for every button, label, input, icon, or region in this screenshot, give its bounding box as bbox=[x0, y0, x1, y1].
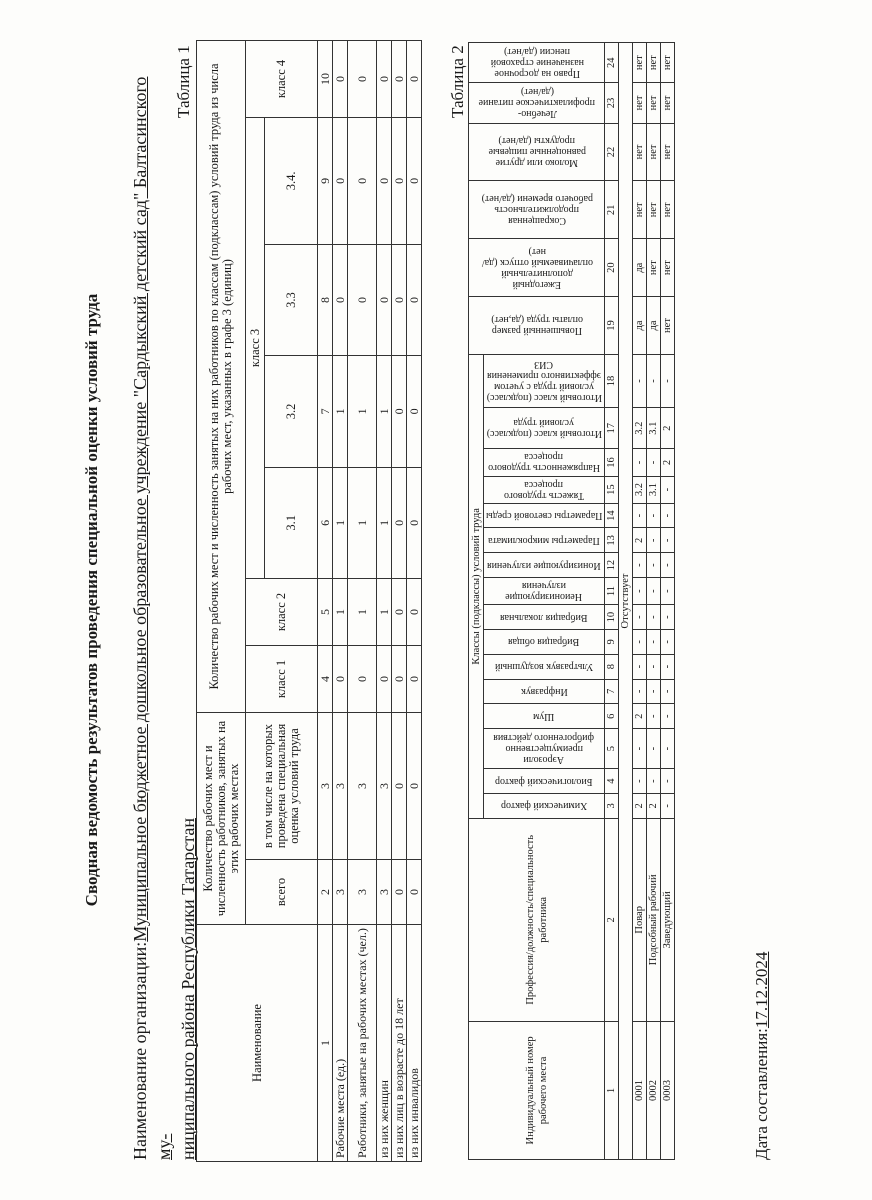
t2-header-factor-13: Параметры микроклимата bbox=[484, 528, 605, 553]
t1-cell: 0 bbox=[392, 467, 407, 578]
t1-colnum: 1 bbox=[318, 925, 333, 1162]
t2-prof: Подсобный рабочий bbox=[647, 818, 661, 1021]
t2-cell: 2 bbox=[661, 449, 675, 476]
t2-cell: нет bbox=[661, 123, 675, 181]
t2-cell: - bbox=[661, 729, 675, 769]
table-row bbox=[333, 41, 348, 1162]
t2-cell: - bbox=[647, 503, 661, 528]
t2-cell: - bbox=[633, 354, 647, 407]
t2-cell: да bbox=[633, 297, 647, 355]
t2-header-factor-5: Аэрозоли преимущественно фиброгенного действия bbox=[484, 729, 605, 769]
t2-colnum: 5 bbox=[605, 729, 619, 769]
t1-cell: 0 bbox=[333, 244, 348, 355]
t2-cell: да bbox=[647, 297, 661, 355]
t2-colnum: 13 bbox=[605, 528, 619, 553]
t2-header-factor-7: Инфразвук bbox=[484, 679, 605, 704]
t2-cell: - bbox=[661, 679, 675, 704]
t2-colnum: 12 bbox=[605, 553, 619, 578]
t2-colnum: 15 bbox=[605, 476, 619, 503]
t2-colnum: 20 bbox=[605, 239, 619, 297]
t2-cell: - bbox=[661, 654, 675, 679]
t2-cell: 2 bbox=[661, 408, 675, 449]
table-row bbox=[392, 41, 407, 1162]
t2-cell: - bbox=[647, 704, 661, 729]
date-label: Дата составления: bbox=[752, 1028, 771, 1160]
table-row bbox=[633, 43, 647, 1160]
t2-cell: - bbox=[647, 605, 661, 630]
t2-cell: 2 bbox=[647, 794, 661, 819]
t1-cell: 0 bbox=[407, 579, 422, 646]
t1-cell: 0 bbox=[407, 467, 422, 578]
t1-row-label: Рабочие места (ед.) bbox=[333, 925, 348, 1162]
t2-id: 0002 bbox=[647, 1021, 661, 1159]
table2-workplaces bbox=[468, 42, 675, 1160]
t2-cell: нет bbox=[633, 181, 647, 239]
t2-absent-label: Отсутствует bbox=[619, 43, 633, 1160]
t2-header-factor-17: Итоговый класс (подкласс) условий труда bbox=[484, 408, 605, 449]
t2-colnum: 7 bbox=[605, 679, 619, 704]
t2-cell: 3.2 bbox=[633, 476, 647, 503]
t2-header-id: Индивидуальный номер рабочего места bbox=[469, 1021, 605, 1159]
t1-cell: 1 bbox=[348, 579, 377, 646]
t1-cell: 0 bbox=[392, 41, 407, 118]
t2-cell: нет bbox=[661, 239, 675, 297]
t2-cell: нет bbox=[647, 239, 661, 297]
t1-cell: 0 bbox=[392, 579, 407, 646]
t1-cell: 1 bbox=[348, 467, 377, 578]
t2-header-factor-4: Биологический фактор bbox=[484, 769, 605, 794]
t1-cell: 0 bbox=[392, 356, 407, 467]
t2-cell: нет bbox=[661, 297, 675, 355]
t1-header-class3: класс 3 bbox=[246, 118, 265, 579]
t1-colnum: 9 bbox=[318, 118, 333, 245]
t2-header-factor-16: Напряженность трудового процесса bbox=[484, 449, 605, 476]
t2-cell: - bbox=[661, 605, 675, 630]
table2-caption: Таблица 2 bbox=[448, 45, 467, 118]
t2-cell: - bbox=[647, 553, 661, 578]
t2-header-factor-12: Ионизирующие излучения bbox=[484, 553, 605, 578]
t2-cell: - bbox=[661, 553, 675, 578]
t1-cell: 0 bbox=[392, 646, 407, 713]
t2-cell: да bbox=[633, 239, 647, 297]
t1-cell: 1 bbox=[333, 356, 348, 467]
t1-cell: 0 bbox=[407, 356, 422, 467]
t1-column-numbers bbox=[318, 41, 333, 1162]
t1-colnum: 7 bbox=[318, 356, 333, 467]
t2-cell: 2 bbox=[633, 704, 647, 729]
t2-cell: - bbox=[647, 449, 661, 476]
t1-cell: 0 bbox=[377, 41, 392, 118]
compilation-date bbox=[752, 952, 772, 1160]
t1-colnum: 2 bbox=[318, 860, 333, 925]
t1-cell: 0 bbox=[392, 713, 407, 860]
t2-cell: нет bbox=[633, 123, 647, 181]
t2-colnum: 10 bbox=[605, 605, 619, 630]
t2-cell: - bbox=[661, 528, 675, 553]
t2-cell: - bbox=[633, 654, 647, 679]
t2-colnum: 4 bbox=[605, 769, 619, 794]
org-name-line1: Муниципальное бюджетное дошкольное образовательное учреждение "Сардыкский детский сад" Балтасинского му- bbox=[130, 76, 174, 1160]
org-label: Наименование организации: bbox=[130, 941, 150, 1160]
t2-colnum: 18 bbox=[605, 354, 619, 407]
t1-cell: 0 bbox=[407, 41, 422, 118]
t2-cell: - bbox=[661, 704, 675, 729]
t2-cell: - bbox=[647, 354, 661, 407]
t2-cell: - bbox=[633, 769, 647, 794]
t2-header-classes: Классы (подклассы) условий труда bbox=[469, 354, 484, 818]
t1-cell: 1 bbox=[333, 579, 348, 646]
t2-cell: 3.1 bbox=[647, 476, 661, 503]
t2-header-factor-9: Вибрация общая bbox=[484, 629, 605, 654]
t2-cell: - bbox=[633, 629, 647, 654]
t2-cell: - bbox=[661, 794, 675, 819]
t1-row-label: из них женщин bbox=[377, 925, 392, 1162]
t2-colnum: 21 bbox=[605, 181, 619, 239]
t1-header-assessed: в том числе на которых проведена специальная оценка условий труда bbox=[246, 713, 318, 860]
t1-colnum: 3 bbox=[318, 713, 333, 860]
t2-cell: - bbox=[647, 729, 661, 769]
t2-cell: - bbox=[661, 629, 675, 654]
t1-cell: 0 bbox=[407, 118, 422, 245]
t1-cell: 1 bbox=[377, 579, 392, 646]
t2-header-factor-6: Шум bbox=[484, 704, 605, 729]
t2-colnum: 11 bbox=[605, 578, 619, 605]
t1-cell: 0 bbox=[333, 118, 348, 245]
t1-cell: 0 bbox=[392, 118, 407, 245]
table-row bbox=[661, 43, 675, 1160]
t2-cell: - bbox=[661, 476, 675, 503]
document-title: Сводная ведомость результатов проведения специальной оценки условий труда bbox=[82, 293, 101, 907]
t1-colnum: 4 bbox=[318, 646, 333, 713]
t2-cell: нет bbox=[633, 83, 647, 123]
t2-cell: 3.2 bbox=[633, 408, 647, 449]
table-row bbox=[647, 43, 661, 1160]
t2-header-prof: Профессия/должность/специальность работника bbox=[469, 818, 605, 1021]
t2-cell: - bbox=[633, 605, 647, 630]
t1-cell: 0 bbox=[407, 860, 422, 925]
t2-id: 0001 bbox=[633, 1021, 647, 1159]
t2-colnum: 6 bbox=[605, 704, 619, 729]
t2-header-factor-23: Лечебно-профилактическое питание (да/нет) bbox=[469, 83, 605, 123]
t1-cell: 0 bbox=[377, 118, 392, 245]
t2-header-factor-19: Повышенный размер оплаты труда (да,нет) bbox=[469, 297, 605, 355]
t2-cell: нет bbox=[647, 43, 661, 83]
t2-colnum: 19 bbox=[605, 297, 619, 355]
t2-colnum: 1 bbox=[605, 1021, 619, 1159]
t1-cell: 0 bbox=[348, 244, 377, 355]
t2-header-factor-18: Итоговый класс (подкласс) условий труда с учетом эффективного применения СИЗ bbox=[484, 354, 605, 407]
table-row bbox=[348, 41, 377, 1162]
t1-cell: 0 bbox=[348, 118, 377, 245]
t2-id: 0003 bbox=[661, 1021, 675, 1159]
t2-cell: - bbox=[647, 629, 661, 654]
t1-header-total: всего bbox=[246, 860, 318, 925]
t1-header-workplaces: Количество рабочих мест и численность работников, занятых на этих рабочих местах bbox=[197, 713, 246, 925]
t1-cell: 0 bbox=[348, 41, 377, 118]
t2-cell: нет bbox=[661, 43, 675, 83]
t2-header-factor-20: Ежегодный дополнительный оплачиваемый отпуск (да/нет) bbox=[469, 239, 605, 297]
t1-cell: 1 bbox=[377, 356, 392, 467]
t2-cell: нет bbox=[661, 83, 675, 123]
t1-header-classes: Количество рабочих мест и численность занятых на них работников по классам (подклассам) условий труда из числа рабочих мест, указанных в графе 3 (единиц) bbox=[197, 41, 246, 713]
table-row bbox=[407, 41, 422, 1162]
t2-cell: - bbox=[647, 578, 661, 605]
t1-row-label: из них инвалидов bbox=[407, 925, 422, 1162]
t1-row-label: из них лиц в возрасте до 18 лет bbox=[392, 925, 407, 1162]
t2-header-factor-11: Неионизирующие излучения bbox=[484, 578, 605, 605]
t2-absent-row bbox=[619, 43, 633, 1160]
t2-header-factor-8: Ультразвук воздушный bbox=[484, 654, 605, 679]
t2-cell: - bbox=[647, 654, 661, 679]
t1-header-name: Наименование bbox=[197, 925, 318, 1162]
t2-header-factor-21: Сокращенная продолжительность рабочего времени (да/нет) bbox=[469, 181, 605, 239]
t1-header-class1: класс 1 bbox=[246, 646, 318, 713]
t1-cell: 3 bbox=[348, 860, 377, 925]
t2-cell: - bbox=[661, 354, 675, 407]
t1-colnum: 5 bbox=[318, 579, 333, 646]
t1-colnum: 10 bbox=[318, 41, 333, 118]
t1-cell: 0 bbox=[333, 646, 348, 713]
t1-colnum: 6 bbox=[318, 467, 333, 578]
date-value: 17.12.2024 bbox=[752, 951, 771, 1029]
t1-cell: 0 bbox=[377, 244, 392, 355]
t1-cell: 3 bbox=[333, 860, 348, 925]
t1-header-c32: 3.2 bbox=[265, 356, 318, 467]
t2-colnum: 8 bbox=[605, 654, 619, 679]
t1-row-label: Работники, занятые на рабочих местах (чел.) bbox=[348, 925, 377, 1162]
t2-cell: нет bbox=[647, 83, 661, 123]
t2-colnum: 22 bbox=[605, 123, 619, 181]
t2-colnum: 2 bbox=[605, 818, 619, 1021]
t2-cell: - bbox=[633, 503, 647, 528]
t1-cell: 3 bbox=[377, 713, 392, 860]
t1-header-c34: 3.4. bbox=[265, 118, 318, 245]
t1-cell: 0 bbox=[348, 646, 377, 713]
t1-cell: 3 bbox=[348, 713, 377, 860]
t2-colnum: 16 bbox=[605, 449, 619, 476]
t2-cell: нет bbox=[661, 181, 675, 239]
t2-colnum: 14 bbox=[605, 503, 619, 528]
t1-cell: 0 bbox=[333, 41, 348, 118]
t2-cell: - bbox=[633, 578, 647, 605]
t2-column-numbers bbox=[605, 43, 619, 1160]
table1-summary bbox=[196, 40, 422, 1162]
t1-cell: 1 bbox=[333, 467, 348, 578]
t1-cell: 1 bbox=[348, 356, 377, 467]
t2-colnum: 23 bbox=[605, 83, 619, 123]
t2-header-factor-22: Молоко или другие равноценные пищевые продукты (да/нет) bbox=[469, 123, 605, 181]
t2-colnum: 17 bbox=[605, 408, 619, 449]
t1-cell: 3 bbox=[333, 713, 348, 860]
t2-cell: 2 bbox=[633, 528, 647, 553]
t2-prof: Заведующий bbox=[661, 818, 675, 1021]
t2-header-factor-3: Химический фактор bbox=[484, 794, 605, 819]
t2-header-factor-14: Параметры световой среды bbox=[484, 503, 605, 528]
t2-cell: нет bbox=[647, 181, 661, 239]
t2-cell: нет bbox=[647, 123, 661, 181]
t1-cell: 0 bbox=[407, 713, 422, 860]
t1-header-c33: 3.3 bbox=[265, 244, 318, 355]
t1-header-class2: класс 2 bbox=[246, 579, 318, 646]
t2-cell: - bbox=[633, 449, 647, 476]
t1-cell: 0 bbox=[407, 244, 422, 355]
t2-cell: - bbox=[647, 769, 661, 794]
t2-cell: нет bbox=[633, 43, 647, 83]
t1-cell: 3 bbox=[377, 860, 392, 925]
t1-colnum: 8 bbox=[318, 244, 333, 355]
t2-cell: - bbox=[633, 729, 647, 769]
t2-header-factor-15: Тяжесть трудового процесса bbox=[484, 476, 605, 503]
t2-cell: - bbox=[647, 528, 661, 553]
t1-cell: 0 bbox=[392, 244, 407, 355]
t1-header-class4: класс 4 bbox=[246, 41, 318, 118]
t2-cell: 3.1 bbox=[647, 408, 661, 449]
t2-cell: 2 bbox=[633, 794, 647, 819]
t2-header-factor-10: Вибрация локальная bbox=[484, 605, 605, 630]
t2-colnum: 9 bbox=[605, 629, 619, 654]
t2-cell: - bbox=[661, 578, 675, 605]
t1-cell: 0 bbox=[377, 646, 392, 713]
table-row bbox=[377, 41, 392, 1162]
t1-cell: 1 bbox=[377, 467, 392, 578]
organization-name bbox=[128, 60, 200, 1160]
t2-cell: - bbox=[633, 553, 647, 578]
t2-colnum: 3 bbox=[605, 794, 619, 819]
t2-cell: - bbox=[647, 679, 661, 704]
t2-prof: Повар bbox=[633, 818, 647, 1021]
t2-cell: - bbox=[661, 503, 675, 528]
t2-cell: - bbox=[661, 769, 675, 794]
t1-header-c31: 3.1 bbox=[265, 467, 318, 578]
t1-cell: 0 bbox=[392, 860, 407, 925]
t2-cell: - bbox=[633, 679, 647, 704]
t1-cell: 0 bbox=[407, 646, 422, 713]
table1-caption: Таблица 1 bbox=[174, 45, 193, 118]
t2-header-factor-24: Право на досрочное назначение страховой пенсии (да/нет) bbox=[469, 43, 605, 83]
org-name-line2: ниципального района Республики Татарстан bbox=[178, 818, 198, 1160]
t2-colnum: 24 bbox=[605, 43, 619, 83]
